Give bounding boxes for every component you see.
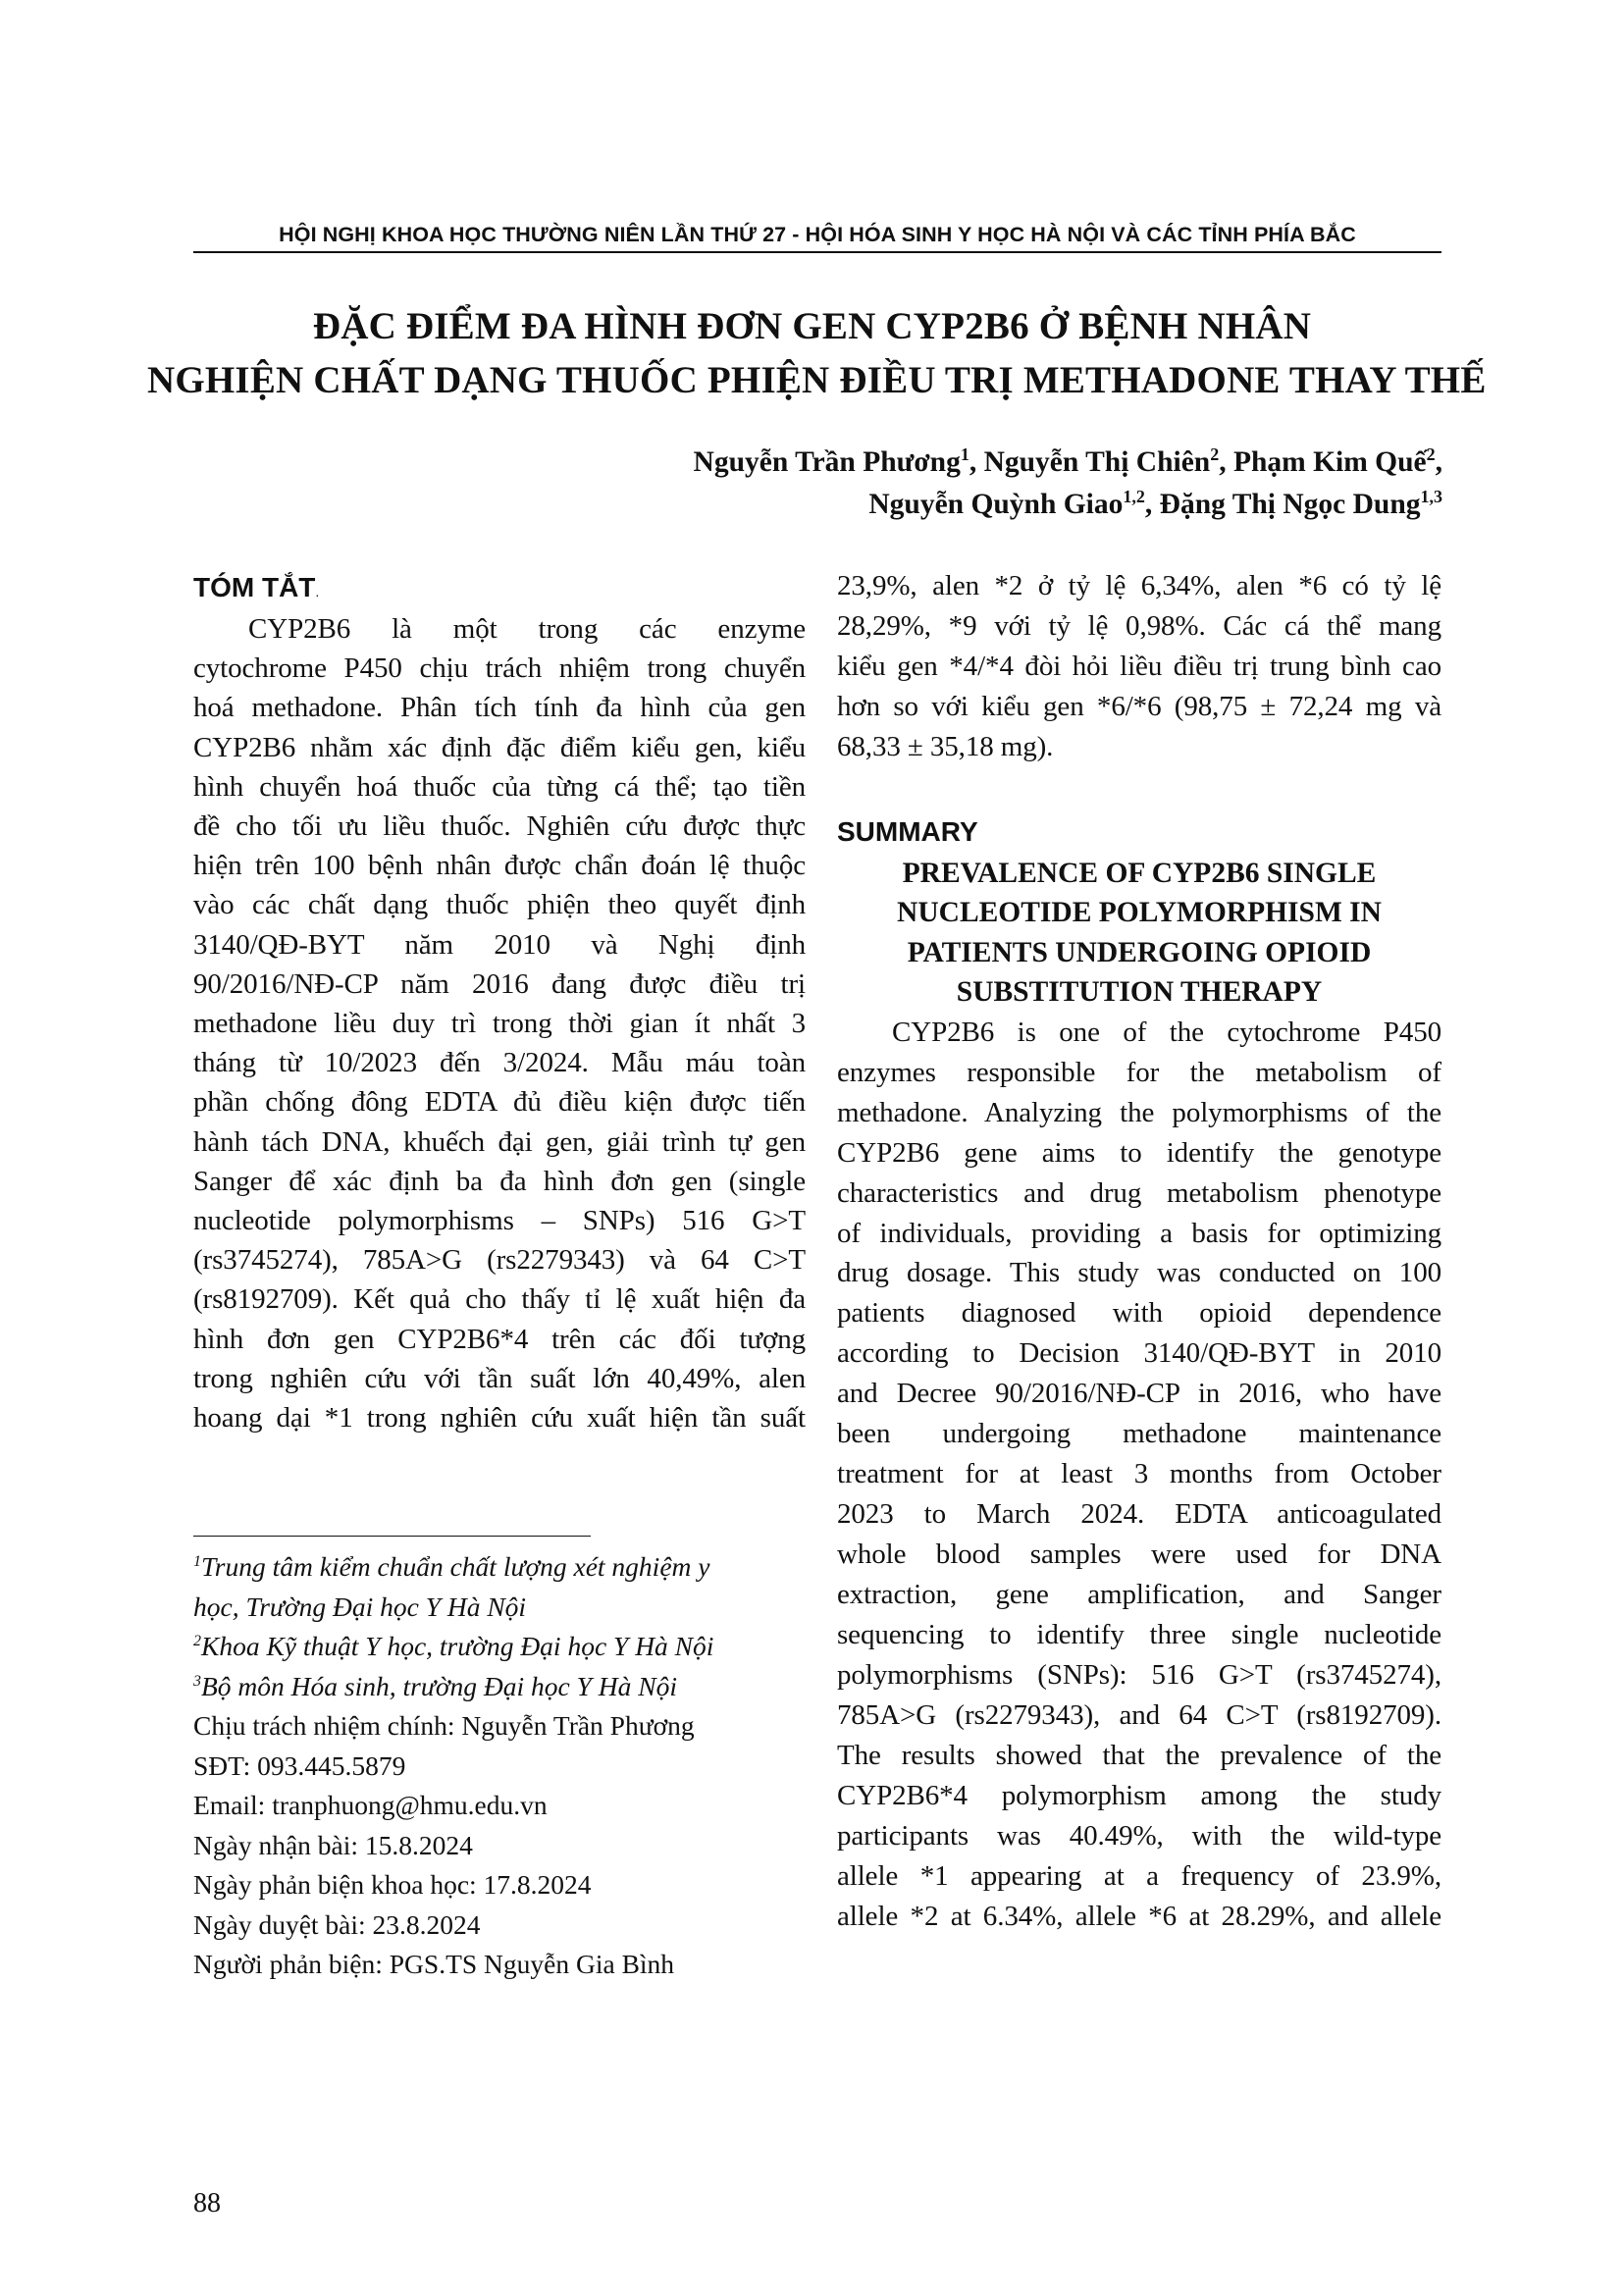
text-line: cytochrome P450 chịu trách nhiệm trong chuyển <box>193 652 806 685</box>
footnote-rule <box>193 1536 591 1537</box>
abstract-vi-text <box>193 609 806 1437</box>
text-line: drug dosage. This study was conducted on 100 <box>837 1257 1441 1289</box>
text-line: extraction, gene amplification, and Sanger <box>837 1579 1441 1611</box>
text-line: (rs3745274), 785A>G (rs2279343) và 64 C>T <box>193 1244 806 1277</box>
summary-title <box>837 854 1441 1013</box>
author-affiliation-sup: 1 <box>960 444 969 465</box>
text-line: phần chống đông EDTA đủ điều kiện được tiến <box>193 1086 806 1119</box>
summary-title-line: PATIENTS UNDERGOING OPIOID <box>907 936 1372 968</box>
text-line: been undergoing methadone maintenance <box>837 1418 1441 1450</box>
text-line: treatment for at least 3 months from October <box>837 1458 1441 1490</box>
page-number: 88 <box>193 2188 221 2218</box>
author-affiliation-sup: 1,2 <box>1123 487 1145 507</box>
text-line: 3140/QĐ-BYT năm 2010 và Nghị định <box>193 928 806 961</box>
text-line: vào các chất dạng thuốc phiện theo quyết định <box>193 889 806 921</box>
article-title <box>147 299 1487 407</box>
text-line: hiện trên 100 bệnh nhân được chẩn đoán lệ thuộc <box>193 850 806 882</box>
text-line: CYP2B6 là một trong các enzyme <box>248 613 806 645</box>
affiliation-sup: 2 <box>193 1632 201 1649</box>
affiliation-1-cont: học, Trường Đại học Y Hà Nội <box>193 1591 527 1622</box>
text-line: trong nghiên cứu với tần suất lớn 40,49%, alen <box>193 1362 806 1394</box>
text-line: 2023 to March 2024. EDTA anticoagulated <box>837 1498 1441 1531</box>
text-line: CYP2B6 gene aims to identify the genotype <box>837 1136 1441 1169</box>
summary-heading: SUMMARY <box>837 815 978 847</box>
text-line: methadone. Analyzing the polymorphisms of the <box>837 1096 1441 1128</box>
author-line-2 <box>491 484 1442 526</box>
summary-title-line: NUCLEOTIDE POLYMORPHISM IN <box>897 897 1382 929</box>
author-affiliation-sup: 2 <box>1210 444 1220 465</box>
date-received: Ngày nhận bài: 15.8.2024 <box>193 1829 473 1860</box>
text-line: allele *1 appearing at a frequency of 23.9%, <box>837 1859 1441 1892</box>
text-line: characteristics and drug metabolism phenotype <box>837 1176 1441 1209</box>
text-line: hơn so với kiểu gen *6/*6 (98,75 ± 72,24 mg và <box>837 690 1441 722</box>
text-line: 785A>G (rs2279343), and 64 C>T (rs8192709). <box>837 1698 1441 1731</box>
summary-text <box>837 1013 1441 1937</box>
text-line: methadone liều duy trì trong thời gian ít nhất 3 <box>193 1008 806 1040</box>
title-line-1: ĐẶC ĐIỂM ĐA HÌNH ĐƠN GEN CYP2B6 Ở BỆNH NHÂN <box>312 305 1312 347</box>
text-line: patients diagnosed with opioid dependence <box>837 1297 1441 1330</box>
title-line-2: NGHIỆN CHẤT DẠNG THUỐC PHIỆN ĐIỀU TRỊ METHADONE THAY THẾ <box>147 359 1487 401</box>
text-line: and Decree 90/2016/NĐ-CP in 2016, who have <box>837 1378 1441 1410</box>
author-name: Đặng Thị Ngọc Dung <box>1159 489 1421 520</box>
date-accepted: Ngày duyệt bài: 23.8.2024 <box>193 1908 481 1940</box>
text-line: according to Decision 3140/QĐ-BYT in 2010 <box>837 1337 1441 1370</box>
text-line: polymorphisms (SNPs): 516 G>T (rs3745274), <box>837 1659 1441 1692</box>
text-line: kiểu gen *4/*4 đòi hỏi liều điều trị trung bình cao <box>837 650 1441 682</box>
abstract-vi-heading-text: TÓM TẮT <box>193 572 316 602</box>
author-sep: , <box>1435 446 1442 478</box>
text-line: allele *2 at 6.34%, allele *6 at 28.29%, and allele <box>837 1900 1441 1932</box>
author-list <box>491 442 1442 526</box>
abstract-vi-continued <box>837 566 1441 767</box>
author-line-1 <box>491 442 1442 484</box>
text-line: hoá methadone. Phân tích tính đa hình của gen <box>193 692 806 724</box>
text-line: 90/2016/NĐ-CP năm 2016 đang được điều trị <box>193 967 806 1000</box>
reviewer: Người phản biện: PGS.TS Nguyễn Gia Bình <box>193 1949 675 1979</box>
text-line: nucleotide polymorphisms – SNPs) 516 G>T <box>193 1205 806 1237</box>
section-gap <box>837 767 1441 810</box>
affiliation-text: Khoa Kỹ thuật Y học, trường Đại học Y Hà Nội <box>201 1631 714 1661</box>
author-sep: , <box>1219 446 1233 478</box>
text-line: 68,33 ± 35,18 mg). <box>837 730 1054 762</box>
text-line: (rs8192709). Kết quả cho thấy tỉ lệ xuất hiện đa <box>193 1283 806 1316</box>
text-line: of individuals, providing a basis for optimizing <box>837 1217 1441 1249</box>
author-affiliation-sup: 1,3 <box>1420 487 1442 507</box>
affiliation-1 <box>193 1547 806 1588</box>
author-name: Nguyễn Thị Chiên <box>983 446 1211 478</box>
author-name: Phạm Kim Quế <box>1232 446 1427 478</box>
author-sep: , <box>1144 489 1160 520</box>
text-line: whole blood samples were used for DNA <box>837 1539 1441 1571</box>
summary-title-line: SUBSTITUTION THERAPY <box>956 976 1323 1009</box>
author-name: Nguyễn Quỳnh Giao <box>868 489 1124 520</box>
running-header: HỘI NGHỊ KHOA HỌC THƯỜNG NIÊN LẦN THỨ 27 - HỘI HÓA SINH Y HỌC HÀ NỘI VÀ CÁC TỈNH PHÍA BẮC <box>279 223 1356 246</box>
text-line: The results showed that the prevalence of the <box>837 1739 1441 1771</box>
email: Email: tranphuong@hmu.edu.vn <box>193 1790 548 1820</box>
text-line: 23,9%, alen *2 ở tỷ lệ 6,34%, alen *6 có tỷ lệ <box>837 570 1441 601</box>
affiliation-text: Bộ môn Hóa sinh, trường Đại học Y Hà Nội <box>201 1670 677 1701</box>
right-column <box>837 566 1441 1937</box>
corresponding-author: Chịu trách nhiệm chính: Nguyễn Trần Phương <box>193 1710 695 1741</box>
affiliation-sup: 1 <box>193 1552 201 1570</box>
text-line: đề cho tối ưu liều thuốc. Nghiên cứu được thực <box>193 810 806 843</box>
date-reviewed: Ngày phản biện khoa học: 17.8.2024 <box>193 1869 592 1900</box>
footnotes <box>193 1547 806 1985</box>
text-line: hoang dại *1 trong nghiên cứu xuất hiện tần suất <box>193 1402 806 1435</box>
text-line: enzymes responsible for the metabolism of <box>837 1056 1441 1088</box>
text-line: 28,29%, *9 với tỷ lệ 0,98%. Các cá thể mang <box>837 609 1441 642</box>
header-rule <box>193 251 1441 253</box>
text-line: tháng từ 10/2023 đến 3/2024. Mẫu máu toàn <box>193 1047 806 1079</box>
text-line: CYP2B6 nhằm xác định đặc điểm kiểu gen, kiểu <box>193 731 806 763</box>
text-line: CYP2B6*4 polymorphism among the study <box>837 1779 1441 1811</box>
phone: SĐT: 093.445.5879 <box>193 1749 406 1781</box>
text-line: sequencing to identify three single nucleotide <box>837 1619 1441 1651</box>
text-line: participants was 40.49%, with the wild-type <box>837 1819 1441 1852</box>
text-line: hình đơn gen CYP2B6*4 trên các đối tượng <box>193 1323 806 1355</box>
affiliation-sup: 3 <box>193 1672 201 1690</box>
affiliation-text: Trung tâm kiểm chuẩn chất lượng xét nghiệm y <box>201 1551 710 1582</box>
affiliation-3 <box>193 1667 806 1707</box>
affiliation-2 <box>193 1627 806 1667</box>
author-name: Nguyễn Trần Phương <box>693 446 961 478</box>
left-column <box>193 566 806 1437</box>
text-line: hành tách DNA, khuếch đại gen, giải trình tự gen <box>193 1125 806 1158</box>
author-sep: , <box>969 446 984 478</box>
abstract-vi-heading-mark: . <box>315 584 320 600</box>
text-line: CYP2B6 is one of the cytochrome P450 <box>892 1016 1441 1048</box>
text-line: Sanger để xác định ba đa hình đơn gen (single <box>193 1165 806 1197</box>
summary-title-line: PREVALENCE OF CYP2B6 SINGLE <box>902 857 1377 889</box>
abstract-vi-heading <box>193 566 806 609</box>
author-affiliation-sup: 2 <box>1426 444 1436 465</box>
text-line: hình chuyển hoá thuốc của từng cá thể; tạo tiền <box>193 770 806 803</box>
